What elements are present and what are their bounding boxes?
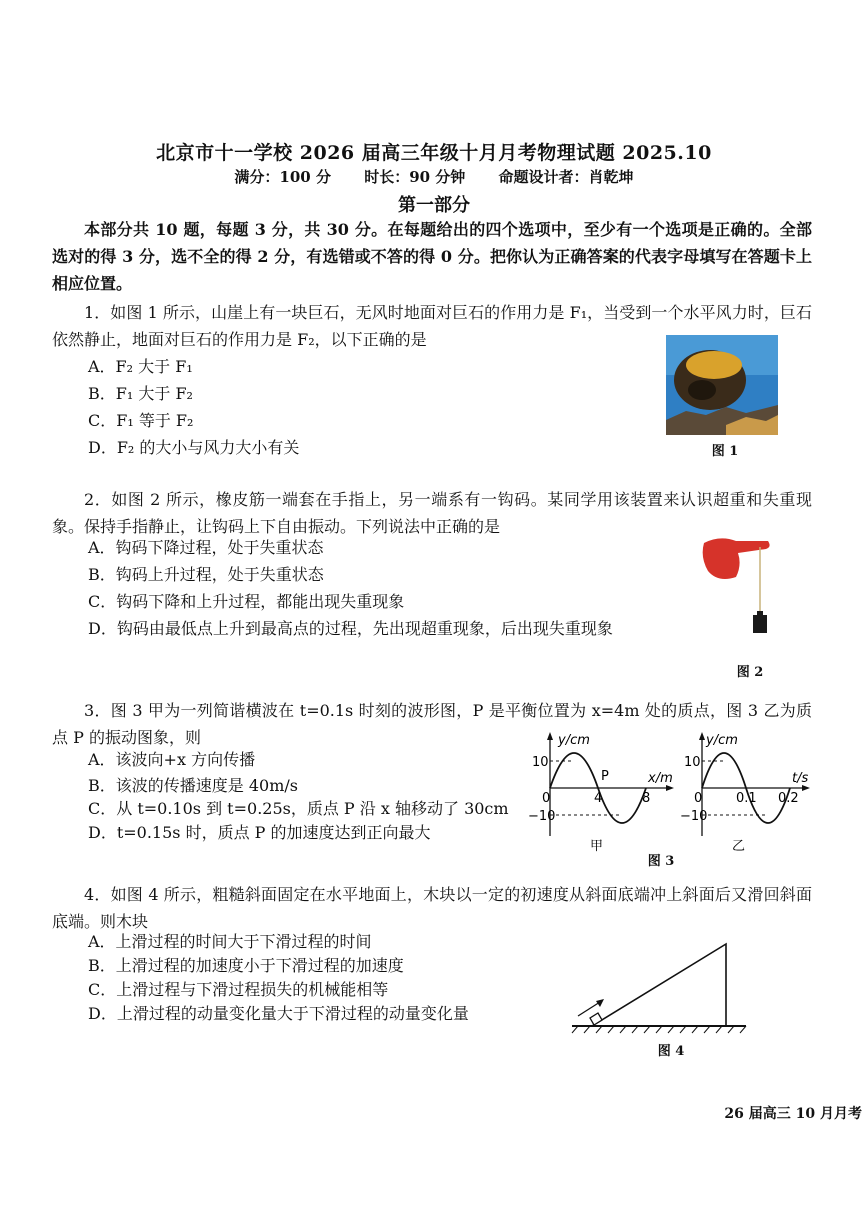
q4-option-d: D．上滑过程的动量变化量大于下滑过程的动量变化量 [88,1004,469,1023]
graph-a-ybottom: −10 [528,809,556,824]
incline-figure [566,936,752,1036]
q3-option-d: D．t=0.15s 时，质点 P 的加速度达到正向最大 [88,823,431,842]
figure-2-caption: 图 2 [736,665,764,680]
wood-block [590,1013,602,1025]
question-1-text: 1．如图 1 所示，山崖上有一块巨石，无风时地面对巨石的作用力是 F₁，当受到一个水平风力时，巨石依然静止，地面对巨石的作用力是 F₂，以下正确的是 [52,303,812,349]
q4-option-a: A．上滑过程的时间大于下滑过程的时间 [88,932,372,951]
graph-b-origin: 0 [694,791,703,806]
graph-b-xlabel: t/s [792,771,809,786]
graph-b-tick-02: 0.2 [778,791,799,806]
full-score: 满分：100 分 [234,168,331,186]
graph-b-ylabel: y/cm [706,733,738,748]
y-axis-arrow [699,732,705,740]
velocity-arrowhead [596,999,604,1007]
part-heading: 第一部分 [398,195,470,216]
boulder-photo [666,335,778,435]
exam-title: 北京市十一学校 2026 届高三年级十月月考物理试题 2025.10 [156,142,712,164]
q4-option-c: C．上滑过程与下滑过程损失的机械能相等 [88,980,389,999]
q1-option-a: A．F₂ 大于 F₁ [88,357,193,376]
graph-a-origin: 0 [542,791,551,806]
ground-hatch [572,1026,746,1033]
incline-slope [592,944,726,1026]
figure-1-caption: 图 1 [711,444,739,459]
duration: 时长：90 分钟 [364,168,466,186]
graph-b-ytop: 10 [684,755,701,770]
vibration-graph-yi [680,726,820,854]
q2-option-d: D．钩码由最低点上升到最高点的过程，先出现超重现象，后出现失重现象 [88,619,613,638]
designer: 命题设计者：肖乾坤 [498,168,634,186]
question-4-text: 4．如图 4 所示，粗糙斜面固定在水平地面上，木块以一定的初速度从斜面底端冲上斜面后又滑回斜面底端。则木块 [52,885,812,931]
graph-b-tick-01: 0.1 [736,791,757,806]
graph-b-label: 乙 [732,839,746,854]
graph-a-xlabel: x/m [648,771,673,786]
graph-a-ytop: 10 [532,755,549,770]
wave-graph-jia [528,726,680,854]
figure-4-caption: 图 4 [657,1044,685,1059]
hand-spring-figure [696,535,776,645]
q1-option-b: B．F₁ 大于 F₂ [88,384,193,403]
question-3-text: 3．图 3 甲为一列简谐横波在 t=0.1s 时刻的波形图，P 是平衡位置为 x=4m 处的质点，图 3 乙为质点 P 的振动图象，则 [52,701,812,747]
q1-option-d: D．F₂ 的大小与风力大小有关 [88,438,300,457]
graph-b-ybottom: −10 [680,809,708,824]
q3-option-c: C．从 t=0.10s 到 t=0.25s，质点 P 沿 x 轴移动了 30cm [88,799,509,818]
q2-option-a: A．钩码下降过程，处于失重状态 [88,538,324,557]
graph-a-tick-8: 8 [642,791,651,806]
q3-option-b: B．该波的传播速度是 40m/s [88,776,298,795]
exam-meta [0,166,868,187]
q2-option-b: B．钩码上升过程，处于失重状态 [88,565,324,584]
q4-option-b: B．上滑过程的加速度小于下滑过程的加速度 [88,956,404,975]
question-2-text: 2．如图 2 所示，橡皮筋一端套在手指上，另一端系有一钩码。某同学用该装置来认识超重和失重现象。保持手指静止，让钩码上下自由振动。下列说法中正确的是 [52,490,812,536]
graph-a-tick-4: 4 [594,791,603,806]
figure-3-caption: 图 3 [647,854,675,869]
y-axis-arrow [547,732,553,740]
graph-a-label: 甲 [590,839,604,854]
page-footer: 26 届高三 10 月月考 [724,1106,862,1122]
graph-a-point-p: P [601,769,609,784]
q2-option-c: C．钩码下降和上升过程，都能出现失重现象 [88,592,405,611]
part-instructions: 本部分共 10 题，每题 3 分，共 30 分。在每题给出的四个选项中，至少有一个选项是正确的。全部选对的得 3 分，选不全的得 2 分，有选错或不答的得 0 分。把你认为正确答案的代表字母填写在答题卡上相应位置。 [52,220,812,293]
q1-option-c: C．F₁ 等于 F₂ [88,411,194,430]
q3-option-a: A．该波向+x 方向传播 [88,750,256,769]
graph-a-ylabel: y/cm [558,733,590,748]
